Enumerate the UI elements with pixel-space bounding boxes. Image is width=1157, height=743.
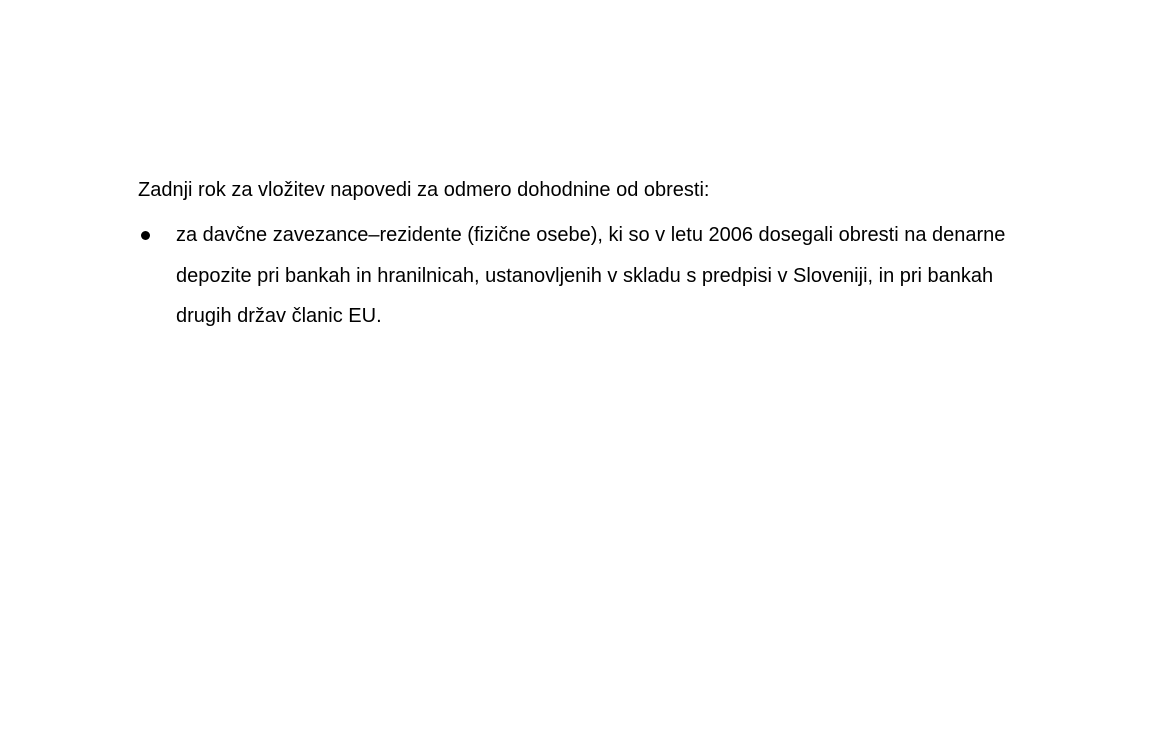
intro-paragraph: Zadnji rok za vložitev napovedi za odmero dohodnine od obresti: (138, 179, 710, 201)
bullet-icon (141, 231, 150, 240)
bullet-list (138, 215, 1038, 337)
bullet-text: za davčne zavezance–rezidente (fizične osebe), ki so v letu 2006 dosegali obresti na denarne depozite pri bankah in hranilnicah, ustanovljenih v skladu s predpisi v Sloveniji, in pri bankah drugih držav članic EU. (176, 224, 1006, 327)
list-item (138, 215, 1036, 337)
document-body (138, 175, 1038, 337)
